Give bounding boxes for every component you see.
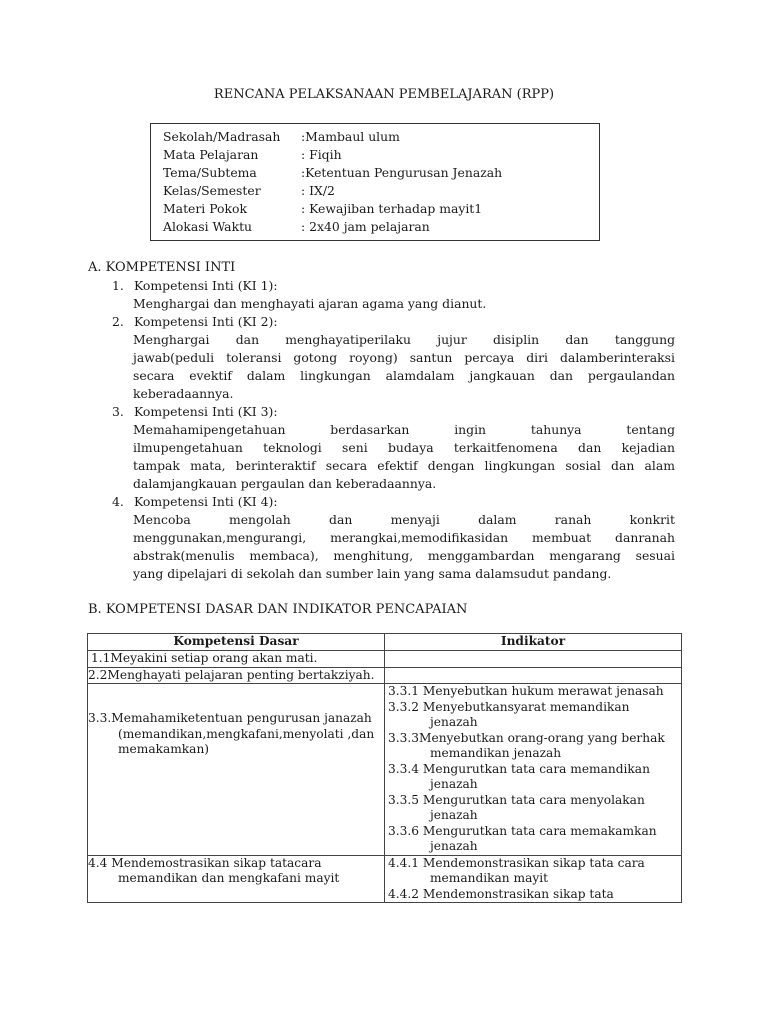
kd-indicator-table [87, 633, 682, 903]
ki-item-2: 2. Kompetensi Inti (KI 2): Menghargai dan menghayatiperilaku jujur disiplin dan tanggung jawab(peduli toleransi gotong royong) santun percaya diri dalamberinteraksi secara evektif dalam lingkungan alamdalam jangkauan dan pergaulandan keberadaannya. [112, 314, 675, 401]
table-row: 2.2Menghayati pelajaran penting bertakziyah. [88, 667, 682, 684]
identity-row: Kelas/Semester : IX/2 [163, 183, 335, 198]
table-header-row [88, 634, 682, 651]
identity-box [150, 123, 600, 241]
ki-item-3: 3. Kompetensi Inti (KI 3): Memahamipengetahuan berdasarkan ingin tahunya tentang ilmupengetahuan teknologi seni budaya terkaitfenomena dan kejadian tampak mata, berinteraktif secara efektif dengan lingkungan sosial dan alam dalamjangkauan pergaulan dan keberadaannya. [112, 404, 675, 491]
table-row: 1.1Meyakini setiap orang akan mati. [88, 651, 682, 668]
header-kompetensi-dasar: Kompetensi Dasar [88, 634, 385, 651]
ki-item-4: 4. Kompetensi Inti (KI 4): Mencoba mengolah dan menyaji dalam ranah konkrit menggunakan,mengurangi, merangkai,memodifikasidan membuat danranah abstrak(menulis membaca), menghitung, menggambardan mengarang sesuai yang dipelajari di sekolah dan sumber lain yang sama dalamsudut pandang. [112, 494, 675, 581]
identity-row: Sekolah/Madrasah :Mambaul ulum [163, 129, 400, 144]
table-row: 3.3.Memahamiketentuan pengurusan janazah (memandikan,mengkafani,menyolati ,dan memakamkan) 3.3.1 Menyebutkan hukum merawat jenasah 3.3.2 Menyebutkansyarat memandikan jenazah 3.3.3Menyebutkan orang-orang yang berhak memandikan jenazah 3.3.4 Mengurutkan tata cara memandikan jenazah 3.3.5 Mengurutkan tata cara menyolakan jenazah 3.3.6 Mengurutkan tata cara memakamkan jenazah [88, 684, 682, 856]
section-b-heading: B. KOMPETENSI DASAR DAN INDIKATOR PENCAPAIAN [88, 602, 468, 617]
identity-row: Mata Pelajaran : Fiqih [163, 147, 342, 162]
header-indikator: Indikator [385, 634, 682, 651]
document-title: RENCANA PELAKSANAAN PEMBELAJARAN (RPP) [213, 87, 555, 102]
ki-item-1: 1. Kompetensi Inti (KI 1): Menghargai dan menghayati ajaran agama yang dianut. [112, 278, 487, 311]
identity-row: Alokasi Waktu : 2x40 jam pelajaran [163, 219, 430, 234]
section-a-heading: A. KOMPETENSI INTI [88, 260, 236, 275]
identity-row: Tema/Subtema :Ketentuan Pengurusan Jenazah [163, 165, 503, 180]
table-row: 4.4 Mendemostrasikan sikap tatacara memandikan dan mengkafani mayit 4.4.1 Mendemonstrasikan sikap tata cara memandikan mayit 4.4.2 Mendemonstrasikan sikap tata [88, 855, 682, 903]
identity-row: Materi Pokok : Kewajiban terhadap mayit1 [163, 201, 483, 216]
